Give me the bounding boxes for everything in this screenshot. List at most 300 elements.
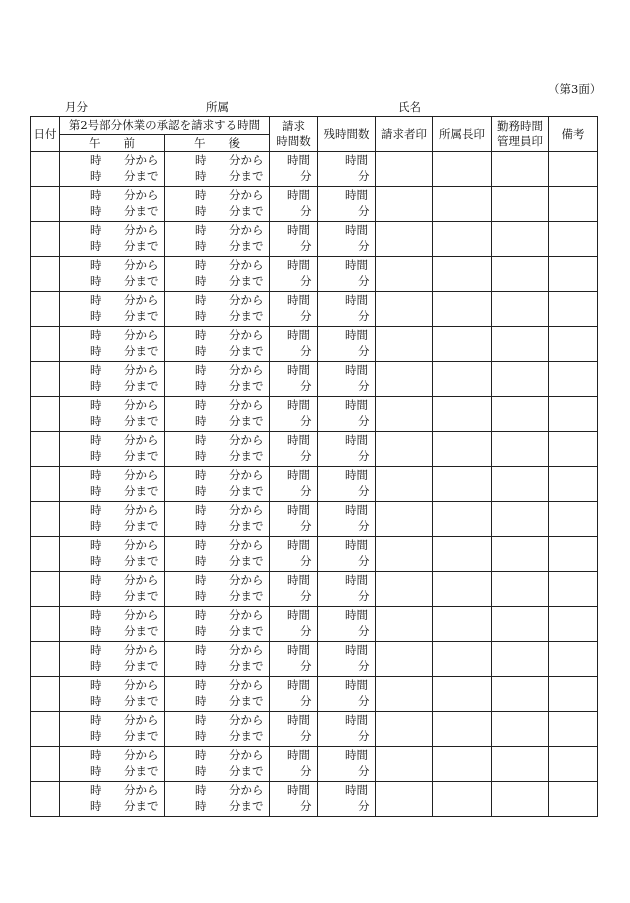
requested-hours-cell[interactable]	[270, 187, 318, 222]
am-time-cell[interactable]	[60, 712, 165, 747]
remarks-cell[interactable]	[549, 712, 598, 747]
remaining-hours-unit: 時間	[345, 608, 368, 622]
manager-seal-cell[interactable]	[433, 712, 492, 747]
requester-seal-cell[interactable]	[376, 292, 433, 327]
am-until-hour: 時	[90, 204, 102, 218]
pm-time-cell[interactable]	[165, 747, 270, 782]
am-until-min: 分まで	[124, 239, 159, 253]
remarks-cell[interactable]	[549, 607, 598, 642]
am-until-min: 分まで	[124, 624, 159, 638]
remaining-hours-unit: 時間	[345, 678, 368, 692]
remaining-hours-cell[interactable]	[318, 502, 376, 537]
am-until-min: 分まで	[124, 554, 159, 568]
manager-seal-cell[interactable]	[433, 502, 492, 537]
am-time-cell[interactable]	[60, 782, 165, 817]
table-row	[31, 187, 598, 222]
am-from-min: 分から	[124, 573, 159, 587]
am-from-hour: 時	[90, 538, 102, 552]
am-time-cell[interactable]	[60, 572, 165, 607]
requester-seal-cell[interactable]	[376, 572, 433, 607]
pm-time-cell[interactable]	[165, 572, 270, 607]
remaining-minutes-unit: 分	[358, 309, 370, 323]
table-row	[31, 677, 598, 712]
pm-until-min: 分まで	[229, 694, 264, 708]
remaining-hours-cell[interactable]	[318, 152, 376, 187]
pm-time-cell[interactable]	[165, 607, 270, 642]
remarks-cell[interactable]	[549, 432, 598, 467]
requested-hours-cell[interactable]	[270, 292, 318, 327]
requested-hours-unit: 時間	[287, 398, 310, 412]
table-row	[31, 222, 598, 257]
remarks-cell[interactable]	[549, 187, 598, 222]
pm-until-min: 分まで	[229, 554, 264, 568]
am-time-cell[interactable]	[60, 292, 165, 327]
requester-seal-cell[interactable]	[376, 467, 433, 502]
remaining-hours-unit: 時間	[345, 713, 368, 727]
pm-until-min: 分まで	[229, 379, 264, 393]
am-time-cell[interactable]	[60, 642, 165, 677]
pm-from-hour: 時	[195, 643, 207, 657]
requested-hours-cell[interactable]	[270, 642, 318, 677]
date-cell[interactable]	[31, 327, 60, 362]
requested-hours-cell[interactable]	[270, 327, 318, 362]
am-from-min: 分から	[124, 188, 159, 202]
remarks-cell[interactable]	[549, 467, 598, 502]
requested-hours-cell[interactable]	[270, 502, 318, 537]
am-from-hour: 時	[90, 748, 102, 762]
requested-hours-cell[interactable]	[270, 537, 318, 572]
pm-time-cell[interactable]	[165, 782, 270, 817]
am-until-hour: 時	[90, 484, 102, 498]
remarks-cell[interactable]	[549, 747, 598, 782]
table-row	[31, 747, 598, 782]
remarks-cell[interactable]	[549, 327, 598, 362]
attendance-seal-cell[interactable]	[492, 222, 549, 257]
attendance-seal-cell[interactable]	[492, 397, 549, 432]
am-time-cell[interactable]	[60, 607, 165, 642]
remarks-cell[interactable]	[549, 152, 598, 187]
am-time-cell[interactable]	[60, 222, 165, 257]
pm-until-hour: 時	[195, 519, 207, 533]
attendance-seal-cell[interactable]	[492, 327, 549, 362]
manager-seal-cell[interactable]	[433, 782, 492, 817]
requester-seal-cell[interactable]	[376, 782, 433, 817]
requested-minutes-unit: 分	[300, 379, 312, 393]
remaining-hours-cell[interactable]	[318, 432, 376, 467]
am-from-min: 分から	[124, 503, 159, 517]
pm-until-min: 分まで	[229, 204, 264, 218]
am-from-hour: 時	[90, 713, 102, 727]
pm-until-hour: 時	[195, 169, 207, 183]
pm-until-hour: 時	[195, 764, 207, 778]
pm-time-cell[interactable]	[165, 467, 270, 502]
am-time-cell[interactable]	[60, 747, 165, 782]
pm-time-cell[interactable]	[165, 712, 270, 747]
am-time-cell[interactable]	[60, 432, 165, 467]
remaining-hours-unit: 時間	[345, 783, 368, 797]
attendance-seal-cell[interactable]	[492, 257, 549, 292]
remaining-hours-unit: 時間	[345, 293, 368, 307]
requested-minutes-unit: 分	[300, 344, 312, 358]
remaining-minutes-unit: 分	[358, 484, 370, 498]
pm-until-min: 分まで	[229, 799, 264, 813]
pm-time-cell[interactable]	[165, 257, 270, 292]
remaining-hours-unit: 時間	[345, 328, 368, 342]
attendance-seal-cell[interactable]	[492, 362, 549, 397]
pm-from-hour: 時	[195, 153, 207, 167]
pm-time-cell[interactable]	[165, 152, 270, 187]
remaining-hours-unit: 時間	[345, 433, 368, 447]
remaining-hours-cell[interactable]	[318, 677, 376, 712]
requested-minutes-unit: 分	[300, 694, 312, 708]
remaining-hours-unit: 時間	[345, 748, 368, 762]
remaining-hours-unit: 時間	[345, 188, 368, 202]
date-cell[interactable]	[31, 712, 60, 747]
requester-seal-cell[interactable]	[376, 397, 433, 432]
remaining-minutes-unit: 分	[358, 344, 370, 358]
manager-seal-cell[interactable]	[433, 327, 492, 362]
pm-from-min: 分から	[229, 678, 264, 692]
am-from-hour: 時	[90, 468, 102, 482]
pm-until-hour: 時	[195, 624, 207, 638]
remaining-minutes-unit: 分	[358, 239, 370, 253]
requester-seal-cell[interactable]	[376, 607, 433, 642]
requester-seal-cell[interactable]	[376, 642, 433, 677]
attendance-seal-cell[interactable]	[492, 152, 549, 187]
attendance-seal-cell[interactable]	[492, 502, 549, 537]
requester-seal-cell[interactable]	[376, 257, 433, 292]
manager-seal-cell[interactable]	[433, 257, 492, 292]
requested-minutes-unit: 分	[300, 414, 312, 428]
am-time-cell[interactable]	[60, 257, 165, 292]
attendance-header-line2: 管理員印	[497, 134, 543, 148]
am-from-hour: 時	[90, 643, 102, 657]
requested-hours-cell[interactable]	[270, 467, 318, 502]
am-from-hour: 時	[90, 433, 102, 447]
manager-seal-cell[interactable]	[433, 642, 492, 677]
am-from-min: 分から	[124, 328, 159, 342]
requester-seal-header: 請求者印	[376, 117, 433, 152]
pm-from-min: 分から	[229, 643, 264, 657]
remaining-hours-cell[interactable]	[318, 327, 376, 362]
remaining-hours-unit: 時間	[345, 538, 368, 552]
requested-minutes-unit: 分	[300, 764, 312, 778]
remaining-hours-unit: 時間	[345, 468, 368, 482]
month-label: 月分	[65, 100, 88, 114]
requested-hours-cell[interactable]	[270, 572, 318, 607]
pm-until-hour: 時	[195, 484, 207, 498]
manager-seal-cell[interactable]	[433, 362, 492, 397]
date-cell[interactable]	[31, 432, 60, 467]
pm-from-hour: 時	[195, 223, 207, 237]
requested-hours-cell[interactable]	[270, 677, 318, 712]
requested-hours-cell[interactable]	[270, 152, 318, 187]
am-from-min: 分から	[124, 293, 159, 307]
date-cell[interactable]	[31, 782, 60, 817]
remarks-cell[interactable]	[549, 782, 598, 817]
remaining-hours-cell[interactable]	[318, 607, 376, 642]
am-time-cell[interactable]	[60, 327, 165, 362]
requested-hours-cell[interactable]	[270, 747, 318, 782]
requested-hours-cell[interactable]	[270, 432, 318, 467]
am-time-cell[interactable]	[60, 502, 165, 537]
requested-hours-cell[interactable]	[270, 362, 318, 397]
remaining-hours-cell[interactable]	[318, 572, 376, 607]
remaining-hours-cell[interactable]	[318, 397, 376, 432]
remaining-minutes-unit: 分	[358, 624, 370, 638]
manager-seal-cell[interactable]	[433, 607, 492, 642]
pm-time-cell[interactable]	[165, 677, 270, 712]
requester-seal-cell[interactable]	[376, 677, 433, 712]
requested-minutes-unit: 分	[300, 729, 312, 743]
pm-from-min: 分から	[229, 258, 264, 272]
requester-seal-cell[interactable]	[376, 747, 433, 782]
date-cell[interactable]	[31, 607, 60, 642]
remarks-cell[interactable]	[549, 222, 598, 257]
date-cell[interactable]	[31, 257, 60, 292]
pm-until-min: 分まで	[229, 169, 264, 183]
requester-seal-cell[interactable]	[376, 222, 433, 257]
pm-until-hour: 時	[195, 379, 207, 393]
remaining-hours-unit: 時間	[345, 643, 368, 657]
pm-from-hour: 時	[195, 783, 207, 797]
pm-until-hour: 時	[195, 589, 207, 603]
table-row	[31, 467, 598, 502]
date-cell[interactable]	[31, 747, 60, 782]
remaining-hours-cell[interactable]	[318, 747, 376, 782]
manager-seal-cell[interactable]	[433, 537, 492, 572]
date-cell[interactable]	[31, 642, 60, 677]
am-until-min: 分まで	[124, 414, 159, 428]
remarks-cell[interactable]	[549, 677, 598, 712]
pm-time-cell[interactable]	[165, 537, 270, 572]
am-time-cell[interactable]	[60, 362, 165, 397]
am-until-hour: 時	[90, 344, 102, 358]
am-time-cell[interactable]	[60, 187, 165, 222]
manager-seal-cell[interactable]	[433, 397, 492, 432]
am-until-hour: 時	[90, 729, 102, 743]
am-from-min: 分から	[124, 748, 159, 762]
remaining-minutes-unit: 分	[358, 449, 370, 463]
am-until-min: 分まで	[124, 589, 159, 603]
remarks-cell[interactable]	[549, 257, 598, 292]
requested-minutes-unit: 分	[300, 169, 312, 183]
am-until-hour: 時	[90, 414, 102, 428]
am-from-min: 分から	[124, 678, 159, 692]
am-from-min: 分から	[124, 153, 159, 167]
remarks-cell[interactable]	[549, 537, 598, 572]
remaining-minutes-unit: 分	[358, 729, 370, 743]
am-from-min: 分から	[124, 783, 159, 797]
attendance-seal-cell[interactable]	[492, 677, 549, 712]
pm-time-cell[interactable]	[165, 642, 270, 677]
remarks-cell[interactable]	[549, 642, 598, 677]
date-cell[interactable]	[31, 292, 60, 327]
pm-from-hour: 時	[195, 468, 207, 482]
am-from-hour: 時	[90, 328, 102, 342]
pm-time-cell[interactable]	[165, 187, 270, 222]
requester-seal-cell[interactable]	[376, 327, 433, 362]
am-until-hour: 時	[90, 239, 102, 253]
manager-seal-cell[interactable]	[433, 677, 492, 712]
pm-time-cell[interactable]	[165, 502, 270, 537]
manager-seal-cell[interactable]	[433, 572, 492, 607]
table-row	[31, 712, 598, 747]
date-cell[interactable]	[31, 537, 60, 572]
pm-until-hour: 時	[195, 309, 207, 323]
pm-from-min: 分から	[229, 433, 264, 447]
requested-hours-cell[interactable]	[270, 712, 318, 747]
pm-time-cell[interactable]	[165, 327, 270, 362]
attendance-seal-cell[interactable]	[492, 467, 549, 502]
am-from-hour: 時	[90, 153, 102, 167]
remaining-hours-header: 残時間数	[318, 117, 376, 152]
manager-seal-cell[interactable]	[433, 187, 492, 222]
requested-hours-cell[interactable]	[270, 257, 318, 292]
am-until-min: 分まで	[124, 204, 159, 218]
remarks-cell[interactable]	[549, 502, 598, 537]
remaining-hours-cell[interactable]	[318, 642, 376, 677]
am-time-cell[interactable]	[60, 537, 165, 572]
manager-seal-cell[interactable]	[433, 467, 492, 502]
pm-time-cell[interactable]	[165, 292, 270, 327]
remaining-minutes-unit: 分	[358, 274, 370, 288]
leave-request-table	[30, 116, 598, 817]
date-cell[interactable]	[31, 397, 60, 432]
remaining-minutes-unit: 分	[358, 414, 370, 428]
remarks-cell[interactable]	[549, 362, 598, 397]
am-time-cell[interactable]	[60, 397, 165, 432]
attendance-seal-cell[interactable]	[492, 642, 549, 677]
requester-seal-cell[interactable]	[376, 502, 433, 537]
attendance-seal-cell[interactable]	[492, 712, 549, 747]
attendance-seal-cell[interactable]	[492, 187, 549, 222]
date-cell[interactable]	[31, 502, 60, 537]
requested-hours-header-line1: 請求	[282, 119, 305, 133]
requested-hours-cell[interactable]	[270, 782, 318, 817]
remaining-hours-cell[interactable]	[318, 187, 376, 222]
table-row	[31, 292, 598, 327]
attendance-seal-cell[interactable]	[492, 747, 549, 782]
pm-from-min: 分から	[229, 538, 264, 552]
remarks-cell[interactable]	[549, 292, 598, 327]
requested-hours-cell[interactable]	[270, 222, 318, 257]
am-from-hour: 時	[90, 608, 102, 622]
date-cell[interactable]	[31, 187, 60, 222]
pm-from-hour: 時	[195, 713, 207, 727]
pm-from-min: 分から	[229, 398, 264, 412]
remaining-hours-cell[interactable]	[318, 537, 376, 572]
requester-seal-cell[interactable]	[376, 187, 433, 222]
pm-from-hour: 時	[195, 258, 207, 272]
pm-until-min: 分まで	[229, 659, 264, 673]
attendance-seal-cell[interactable]	[492, 292, 549, 327]
pm-from-hour: 時	[195, 678, 207, 692]
am-until-hour: 時	[90, 624, 102, 638]
pm-until-hour: 時	[195, 799, 207, 813]
am-time-cell[interactable]	[60, 152, 165, 187]
am-until-min: 分まで	[124, 379, 159, 393]
pm-time-cell[interactable]	[165, 222, 270, 257]
am-time-cell[interactable]	[60, 467, 165, 502]
requester-seal-cell[interactable]	[376, 362, 433, 397]
remaining-hours-cell[interactable]	[318, 257, 376, 292]
pm-time-cell[interactable]	[165, 397, 270, 432]
requester-seal-cell[interactable]	[376, 152, 433, 187]
pm-until-hour: 時	[195, 694, 207, 708]
requested-hours-unit: 時間	[287, 363, 310, 377]
date-cell[interactable]	[31, 362, 60, 397]
manager-seal-cell[interactable]	[433, 432, 492, 467]
requested-hours-unit: 時間	[287, 573, 310, 587]
am-until-min: 分まで	[124, 169, 159, 183]
attendance-seal-cell[interactable]	[492, 432, 549, 467]
requester-seal-cell[interactable]	[376, 712, 433, 747]
pm-from-hour: 時	[195, 398, 207, 412]
requested-hours-unit: 時間	[287, 538, 310, 552]
remaining-minutes-unit: 分	[358, 554, 370, 568]
am-from-hour: 時	[90, 573, 102, 587]
remaining-hours-cell[interactable]	[318, 362, 376, 397]
date-cell[interactable]	[31, 152, 60, 187]
remarks-cell[interactable]	[549, 572, 598, 607]
date-cell[interactable]	[31, 222, 60, 257]
remaining-hours-cell[interactable]	[318, 222, 376, 257]
page-number-label: （第3面）	[548, 82, 602, 96]
am-time-cell[interactable]	[60, 677, 165, 712]
manager-seal-cell[interactable]	[433, 222, 492, 257]
table-row	[31, 362, 598, 397]
remaining-hours-cell[interactable]	[318, 782, 376, 817]
attendance-seal-cell[interactable]	[492, 607, 549, 642]
attendance-seal-cell[interactable]	[492, 537, 549, 572]
pm-time-cell[interactable]	[165, 362, 270, 397]
requester-seal-cell[interactable]	[376, 537, 433, 572]
remaining-minutes-unit: 分	[358, 379, 370, 393]
pm-until-min: 分まで	[229, 589, 264, 603]
pm-from-hour: 時	[195, 293, 207, 307]
attendance-seal-cell[interactable]	[492, 572, 549, 607]
pm-until-min: 分まで	[229, 729, 264, 743]
am-from-hour: 時	[90, 503, 102, 517]
am-until-min: 分まで	[124, 449, 159, 463]
remaining-minutes-unit: 分	[358, 764, 370, 778]
pm-until-min: 分まで	[229, 484, 264, 498]
am-from-hour: 時	[90, 258, 102, 272]
pm-time-cell[interactable]	[165, 432, 270, 467]
manager-seal-cell[interactable]	[433, 747, 492, 782]
manager-seal-cell[interactable]	[433, 292, 492, 327]
am-from-min: 分から	[124, 223, 159, 237]
date-cell[interactable]	[31, 467, 60, 502]
remaining-hours-cell[interactable]	[318, 712, 376, 747]
table-row	[31, 432, 598, 467]
date-cell[interactable]	[31, 572, 60, 607]
date-cell[interactable]	[31, 677, 60, 712]
remarks-cell[interactable]	[549, 397, 598, 432]
am-until-hour: 時	[90, 554, 102, 568]
requested-hours-cell[interactable]	[270, 607, 318, 642]
requested-hours-cell[interactable]	[270, 397, 318, 432]
remaining-hours-cell[interactable]	[318, 467, 376, 502]
attendance-seal-cell[interactable]	[492, 782, 549, 817]
remaining-hours-cell[interactable]	[318, 292, 376, 327]
remaining-hours-unit: 時間	[345, 573, 368, 587]
table-row	[31, 327, 598, 362]
manager-seal-cell[interactable]	[433, 152, 492, 187]
requested-hours-unit: 時間	[287, 258, 310, 272]
requester-seal-cell[interactable]	[376, 432, 433, 467]
